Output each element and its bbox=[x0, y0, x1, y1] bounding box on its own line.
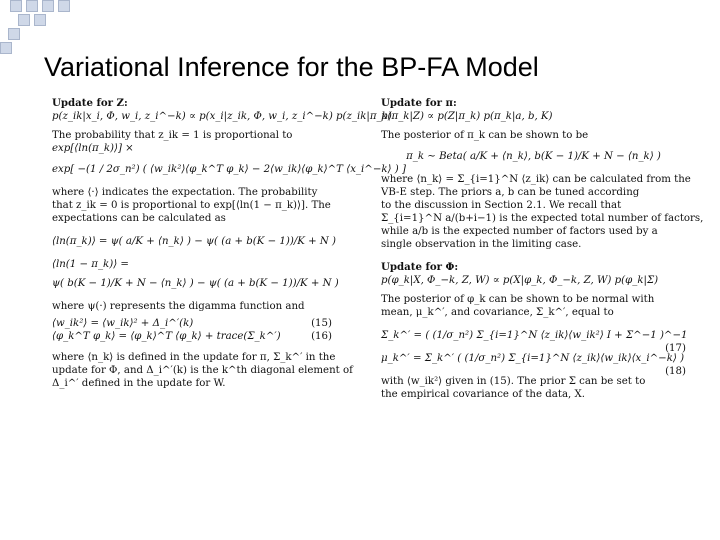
equation-exp-ln-pi: exp[⟨ln(π_k)⟩] × bbox=[52, 143, 134, 154]
equation-digamma-difference: ψ( b(K − 1)/K + N − ⟨n_k⟩ ) − ψ( (a + b(K − 1))/K + N ) bbox=[52, 278, 339, 289]
text-line: while a/b is the expected number of factors used by a bbox=[381, 226, 658, 237]
equation-ln-pi: ⟨ln(π_k)⟩ = ψ( a/K + ⟨n_k⟩ ) − ψ( (a + b(K − 1))/K + N ) bbox=[52, 236, 337, 247]
equation-phi-posterior: p(φ_k|X, Φ_−k, Z, W) ∝ p(X|φ_k, Φ_−k, Z, W) p(φ_k|Σ) bbox=[381, 275, 659, 286]
decorative-square bbox=[42, 0, 54, 12]
text-line: The posterior of φ_k can be shown to be normal with bbox=[381, 294, 655, 305]
text-line: where ψ(·) represents the digamma function and bbox=[52, 301, 305, 312]
heading-update-pi: Update for π: bbox=[381, 97, 457, 109]
text-line: expectations can be calculated as bbox=[52, 213, 226, 224]
text-line: that z_ik = 0 is proportional to exp[⟨ln(1 − π_k)⟩]. The bbox=[52, 200, 331, 211]
text-line: single observation in the limiting case. bbox=[381, 239, 582, 250]
equation-15-body: ⟨w_ik²⟩ = ⟨w_ik⟩² + Δ_i^′(k) bbox=[52, 318, 194, 329]
text-line: The posterior of π_k can be shown to be bbox=[381, 130, 589, 141]
text-line: update for Φ, and Δ_i^′(k) is the k^th diagonal element of bbox=[52, 365, 353, 376]
text-line: VB-E step. The priors a, b can be tuned according bbox=[381, 187, 640, 198]
text-line: The probability that z_ik = 1 is proportional to bbox=[52, 130, 293, 141]
text-line: with ⟨w_ik²⟩ given in (15). The prior Σ can be set to bbox=[381, 376, 646, 387]
equation-18-body: μ_k^′ = Σ_k^′ ( (1/σ_n²) Σ_{i=1}^N ⟨z_ik⟩⟨w_ik⟩⟨x_i^−k⟩ ) bbox=[381, 353, 685, 364]
text-line: Δ_i^′ defined in the update for W. bbox=[52, 378, 226, 389]
decorative-square bbox=[34, 14, 46, 26]
text-line: to the discussion in Section 2.1. We recall that bbox=[381, 200, 622, 211]
equation-17-body: Σ_k^′ = ( (1/σ_n²) Σ_{i=1}^N ⟨z_ik⟩⟨w_ik²⟩ I + Σ^−1 )^−1 bbox=[381, 330, 688, 341]
equation-exp-likelihood: exp[ −(1 / 2σ_n²) ( ⟨w_ik²⟩⟨φ_k^T φ_k⟩ − 2⟨w_ik⟩⟨φ_k⟩^T ⟨x_i^−k⟩ ) ] bbox=[52, 164, 406, 175]
equation-ln-one-minus-pi: ⟨ln(1 − π_k)⟩ = bbox=[52, 259, 129, 270]
decorative-square bbox=[10, 0, 22, 12]
text-line: the empirical covariance of the data, X. bbox=[381, 389, 585, 400]
equation-z-posterior: p(z_ik|x_i, Φ, w_i, z_i^−k) ∝ p(x_i|z_ik, Φ, w_i, z_i^−k) p(z_ik|π_k) bbox=[52, 111, 392, 122]
text-line: Σ_{i=1}^N a/(b+i−1) is the expected total number of factors, bbox=[381, 213, 704, 224]
text-line: where ⟨n_k⟩ is defined in the update for π, Σ_k^′ in the bbox=[52, 352, 336, 363]
equation-number: (15) bbox=[311, 318, 332, 329]
equation-17 bbox=[381, 329, 688, 354]
text-line: where ⟨·⟩ indicates the expectation. The probability bbox=[52, 187, 318, 198]
equation-beta: π_k ∼ Beta( a/K + ⟨n_k⟩, b(K − 1)/K + N − ⟨n_k⟩ ) bbox=[406, 151, 661, 162]
text-line: where ⟨n_k⟩ = Σ_{i=1}^N ⟨z_ik⟩ can be calculated from the bbox=[381, 174, 691, 185]
equation-15 bbox=[52, 317, 332, 330]
decorative-square bbox=[8, 28, 20, 40]
decorative-square bbox=[58, 0, 70, 12]
heading-update-phi: Update for Φ: bbox=[381, 261, 459, 273]
right-column bbox=[381, 97, 704, 401]
equation-number: (17) bbox=[665, 343, 686, 354]
decorative-square bbox=[18, 14, 30, 26]
equation-18 bbox=[381, 352, 686, 377]
heading-update-z: Update for Z: bbox=[52, 97, 128, 109]
left-column bbox=[52, 97, 406, 390]
text-line: mean, μ_k^′, and covariance, Σ_k^′, equal to bbox=[381, 307, 614, 318]
equation-number: (16) bbox=[311, 331, 332, 342]
equation-16-body: ⟨φ_k^T φ_k⟩ = ⟨φ_k⟩^T ⟨φ_k⟩ + trace(Σ_k^′) bbox=[52, 331, 281, 342]
equation-16 bbox=[52, 330, 332, 343]
decorative-square bbox=[0, 42, 12, 54]
equation-pi-posterior: p(π_k|Z) ∝ p(Z|π_k) p(π_k|a, b, K) bbox=[381, 111, 553, 122]
slide-title: Variational Inference for the BP-FA Model bbox=[44, 52, 539, 82]
equation-number: (18) bbox=[665, 366, 686, 377]
decorative-square bbox=[26, 0, 38, 12]
